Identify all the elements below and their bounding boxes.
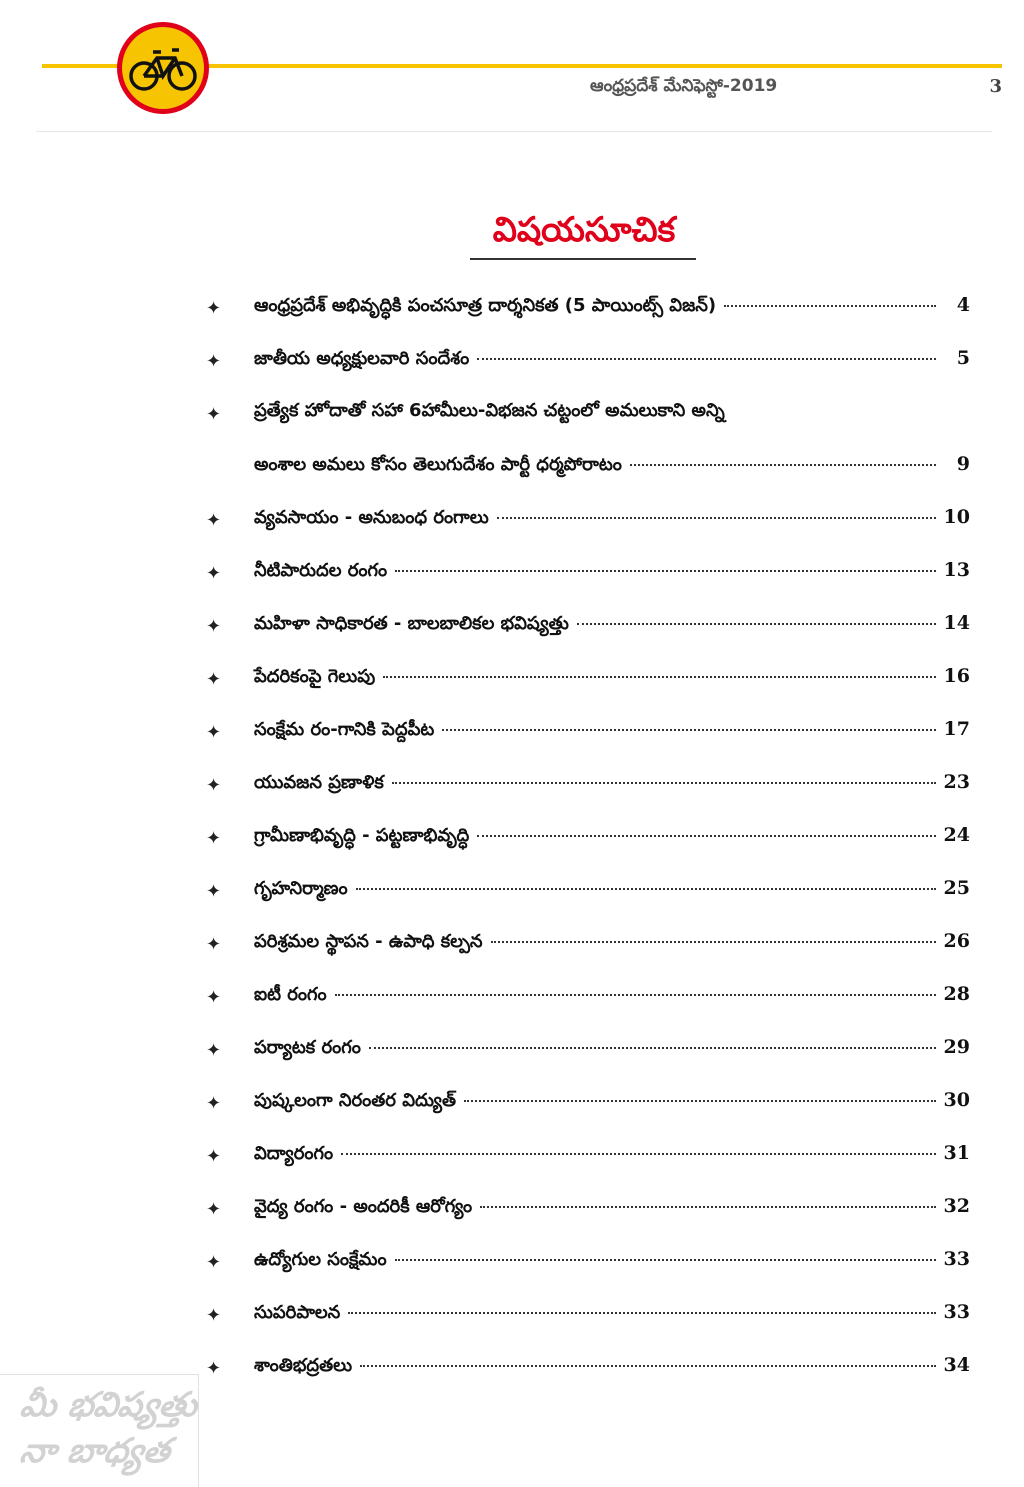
toc-item bbox=[200, 545, 970, 598]
toc-item-page: 9 bbox=[956, 453, 970, 475]
toc-item-page: 10 bbox=[943, 506, 970, 528]
leader-dots bbox=[577, 623, 936, 625]
leader-dots bbox=[383, 676, 935, 678]
toc-item-page: 30 bbox=[943, 1089, 970, 1111]
toc-item-label: గ్రామీణాభివృద్ధి - పట్టణాభివృద్ధి bbox=[254, 825, 470, 846]
header-divider bbox=[36, 131, 992, 132]
toc-item bbox=[200, 757, 970, 810]
leader-dots bbox=[392, 782, 936, 784]
toc-item bbox=[200, 1181, 970, 1234]
star-bullet-icon: ✦ bbox=[206, 1093, 222, 1114]
toc-item bbox=[200, 863, 970, 916]
toc-item-label: పర్యాటక రంగం bbox=[254, 1037, 361, 1058]
toc-item-page: 13 bbox=[943, 559, 970, 581]
toc-item-label-line1: ప్రత్యేక హోదాతో సహా 6హామీలు-విభజన చట్టంలో అమలుకాని అన్ని bbox=[254, 400, 725, 421]
leader-dots bbox=[356, 888, 936, 890]
star-bullet-icon: ✦ bbox=[206, 351, 222, 372]
page-number: 3 bbox=[989, 76, 1002, 97]
star-bullet-icon: ✦ bbox=[206, 1040, 222, 1061]
toc-item-page: 16 bbox=[943, 665, 970, 687]
leader-dots bbox=[369, 1047, 936, 1049]
leader-dots bbox=[395, 1259, 936, 1261]
toc-item-page: 32 bbox=[943, 1195, 970, 1217]
toc-item-page: 24 bbox=[943, 824, 970, 846]
toc-item-page: 14 bbox=[943, 612, 970, 634]
toc-item-page: 25 bbox=[943, 877, 970, 899]
toc-item bbox=[200, 1075, 970, 1128]
star-bullet-icon: ✦ bbox=[206, 669, 222, 690]
toc-item-page: 34 bbox=[943, 1354, 970, 1376]
toc-item bbox=[200, 333, 970, 386]
toc-item-label: పుష్కలంగా నిరంతర విద్యుత్ bbox=[254, 1090, 456, 1111]
toc-item bbox=[200, 969, 970, 1022]
star-bullet-icon: ✦ bbox=[206, 987, 222, 1008]
party-logo bbox=[115, 20, 211, 116]
toc-item-label: విద్యారంగం bbox=[254, 1143, 334, 1164]
toc-item bbox=[200, 598, 970, 651]
header-title: ఆంధ్రప్రదేశ్ మేనిఫెస్టో-2019 bbox=[590, 76, 778, 96]
toc-item-page: 26 bbox=[943, 930, 970, 952]
toc-item-page: 17 bbox=[943, 718, 970, 740]
toc-item-page: 28 bbox=[943, 983, 970, 1005]
toc-item-page: 5 bbox=[956, 347, 970, 369]
star-bullet-icon: ✦ bbox=[206, 404, 222, 425]
toc-item-label: ఆంధ్రప్రదేశ్ అభివృద్ధికి పంచసూత్ర దార్శనికత (5 పాయింట్స్ విజన్) bbox=[254, 295, 717, 316]
leader-dots bbox=[477, 358, 936, 360]
leader-dots bbox=[630, 464, 936, 466]
toc-item-label: నీటిపారుదల రంగం bbox=[254, 560, 388, 581]
toc-item bbox=[200, 1287, 970, 1340]
star-bullet-icon: ✦ bbox=[206, 722, 222, 743]
toc-item bbox=[200, 1128, 970, 1181]
leader-dots bbox=[442, 729, 935, 731]
leader-dots bbox=[341, 1153, 935, 1155]
leader-dots bbox=[491, 941, 936, 943]
table-of-contents bbox=[200, 280, 970, 1393]
star-bullet-icon: ✦ bbox=[206, 881, 222, 902]
toc-item-page: 33 bbox=[943, 1248, 970, 1270]
toc-item-label: ఉద్యోగుల సంక్షేమం bbox=[254, 1249, 387, 1270]
star-bullet-icon: ✦ bbox=[206, 563, 222, 584]
toc-item-label: సంక్షేమ రం-గానికి పెద్దపీట bbox=[254, 719, 435, 740]
toc-item-label: శాంతిభద్రతలు bbox=[254, 1355, 353, 1376]
tagline-line-1: మీ భవిష్యత్తు bbox=[17, 1385, 201, 1425]
star-bullet-icon: ✦ bbox=[206, 1199, 222, 1220]
toc-item-label: గృహనిర్మాణం bbox=[254, 878, 348, 899]
toc-item bbox=[200, 1234, 970, 1287]
toc-item-label: అంశాల అమలు కోసం తెలుగుదేశం పార్టీ ధర్మపోరాటం bbox=[254, 454, 622, 475]
toc-item bbox=[200, 1340, 970, 1393]
toc-item-label: పేదరికంపై గెలుపు bbox=[254, 666, 376, 687]
toc-item-label: జాతీయ అధ్యక్షులవారి సందేశం bbox=[254, 348, 470, 369]
leader-dots bbox=[395, 570, 935, 572]
toc-item bbox=[200, 386, 970, 492]
toc-item-label: యువజన ప్రణాళిక bbox=[254, 772, 384, 793]
leader-dots bbox=[464, 1100, 936, 1102]
toc-item-page: 4 bbox=[956, 294, 970, 316]
toc-item-page: 23 bbox=[943, 771, 970, 793]
leader-dots bbox=[477, 835, 935, 837]
toc-item-label: ఐటీ రంగం bbox=[254, 984, 327, 1005]
leader-dots bbox=[360, 1365, 935, 1367]
toc-item bbox=[200, 916, 970, 969]
toc-item-label: పరిశ్రమల స్థాపన - ఉపాధి కల్పన bbox=[254, 931, 483, 952]
leader-dots bbox=[724, 305, 936, 307]
leader-dots bbox=[480, 1206, 935, 1208]
toc-item bbox=[200, 704, 970, 757]
leader-dots bbox=[497, 517, 936, 519]
toc-item bbox=[200, 492, 970, 545]
star-bullet-icon: ✦ bbox=[206, 298, 222, 319]
star-bullet-icon: ✦ bbox=[206, 510, 222, 531]
leader-dots bbox=[348, 1312, 935, 1314]
star-bullet-icon: ✦ bbox=[206, 616, 222, 637]
toc-heading-underline bbox=[470, 258, 696, 260]
tagline-line-2: నా బాధ్యత bbox=[17, 1431, 173, 1471]
toc-item bbox=[200, 280, 970, 333]
star-bullet-icon: ✦ bbox=[206, 934, 222, 955]
toc-item-page: 29 bbox=[943, 1036, 970, 1058]
tagline-watermark bbox=[0, 1374, 199, 1487]
star-bullet-icon: ✦ bbox=[206, 1305, 222, 1326]
toc-item bbox=[200, 651, 970, 704]
toc-item-label: వ్యవసాయం - అనుబంధ రంగాలు bbox=[254, 507, 489, 528]
star-bullet-icon: ✦ bbox=[206, 1146, 222, 1167]
star-bullet-icon: ✦ bbox=[206, 775, 222, 796]
star-bullet-icon: ✦ bbox=[206, 1252, 222, 1273]
toc-item-label: వైద్య రంగం - అందరికీ ఆరోగ్యం bbox=[254, 1196, 473, 1217]
toc-item-page: 31 bbox=[943, 1142, 970, 1164]
star-bullet-icon: ✦ bbox=[206, 1358, 222, 1379]
toc-heading: విషయసూచిక bbox=[492, 210, 676, 250]
toc-item-page: 33 bbox=[943, 1301, 970, 1323]
leader-dots bbox=[335, 994, 936, 996]
toc-item bbox=[200, 1022, 970, 1075]
toc-item-label: మహిళా సాధికారత - బాలబాలికల భవిష్యత్తు bbox=[254, 613, 569, 634]
toc-item-label: సుపరిపాలన bbox=[254, 1302, 341, 1323]
star-bullet-icon: ✦ bbox=[206, 828, 222, 849]
toc-item bbox=[200, 810, 970, 863]
